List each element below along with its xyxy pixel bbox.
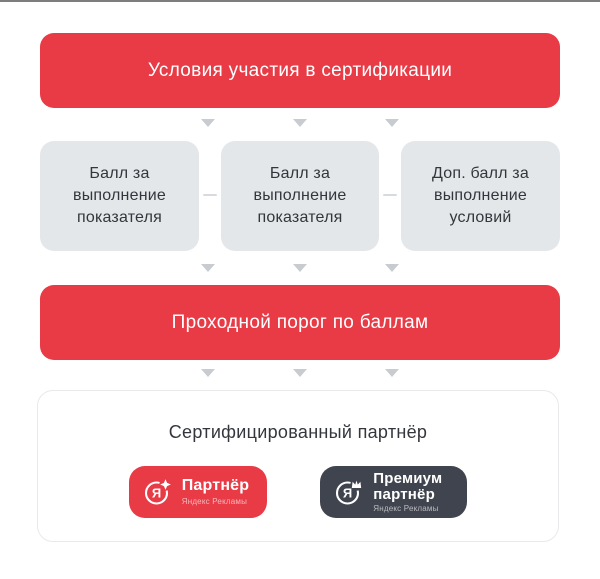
- yandex-partner-logo-icon: [143, 477, 173, 507]
- score-box-2: [221, 141, 379, 251]
- partner-badges-row: [38, 466, 558, 518]
- premium-badge-name: Премиум партнёр: [373, 469, 443, 503]
- score-box-3-label: Доп. балл за выполнение условий: [432, 164, 529, 227]
- conditions-banner-label: Условия участия в сертификации: [147, 59, 453, 81]
- certified-partner-panel: [37, 390, 559, 542]
- certified-partner-title: Сертифицированный партнёр: [168, 422, 428, 442]
- partner-badge: [129, 466, 268, 518]
- arrow-down-icon: [293, 369, 307, 377]
- premium-badge-text: [373, 471, 449, 514]
- arrow-down-icon: [385, 369, 399, 377]
- conditions-banner: [40, 33, 560, 108]
- arrow-down-icon: [385, 264, 399, 272]
- partner-badge-name: Партнёр: [181, 477, 250, 495]
- partner-badge-text: [182, 478, 250, 506]
- score-box-1-label: Балл за выполнение показателя: [73, 164, 166, 227]
- threshold-banner: [40, 285, 560, 360]
- partner-badge-sub: Яндекс Рекламы: [181, 496, 248, 506]
- threshold-banner-label: Проходной порог по баллам: [171, 311, 429, 333]
- arrow-down-icon: [293, 264, 307, 272]
- arrow-down-icon: [293, 119, 307, 127]
- arrow-down-icon: [385, 119, 399, 127]
- score-box-1: [40, 141, 199, 251]
- score-box-2-label: Балл за выполнение показателя: [253, 164, 347, 227]
- yandex-premium-logo-icon: [334, 477, 364, 507]
- arrow-down-icon: [201, 119, 215, 127]
- logo-letter: Я: [151, 485, 161, 501]
- connector-line: [383, 194, 397, 196]
- premium-partner-badge: [320, 466, 467, 518]
- logo-letter: Я: [343, 485, 353, 501]
- connector-line: [203, 194, 217, 196]
- score-box-3: [401, 141, 560, 251]
- premium-badge-sub: Яндекс Рекламы: [373, 504, 439, 514]
- arrow-down-icon: [201, 264, 215, 272]
- arrow-down-icon: [201, 369, 215, 377]
- top-divider-line: [0, 0, 600, 2]
